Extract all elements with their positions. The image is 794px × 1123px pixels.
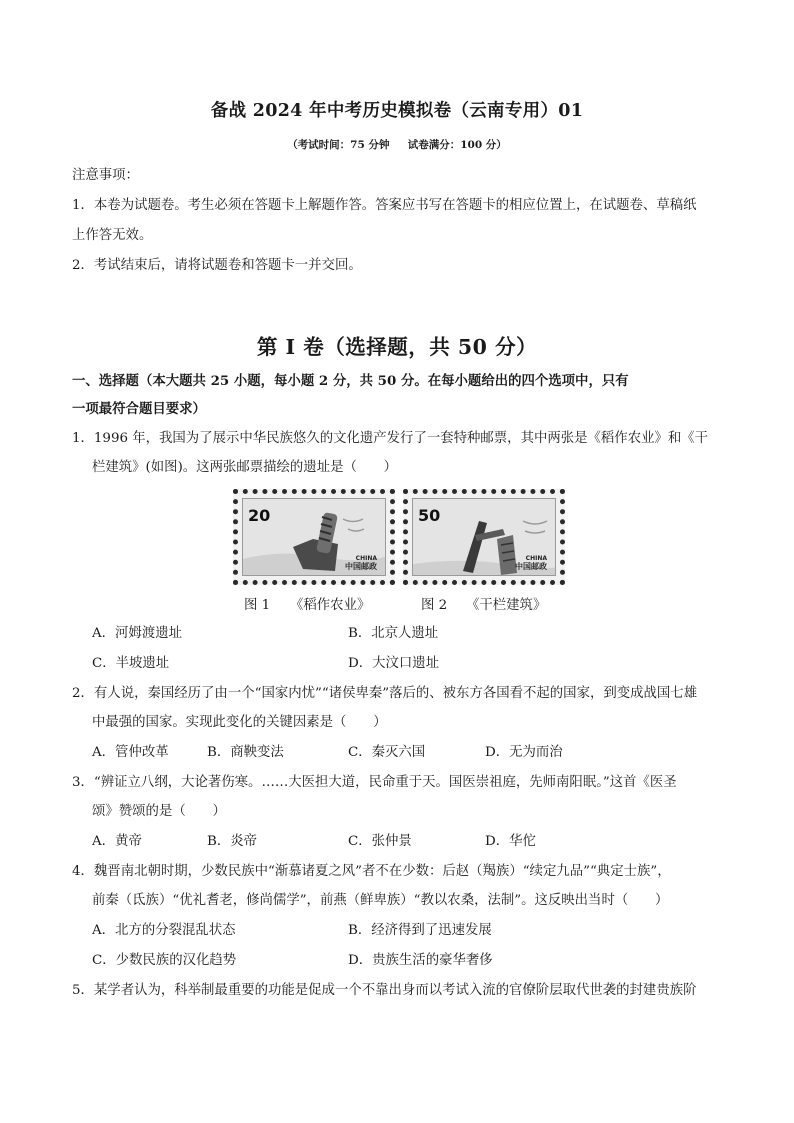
stamp-2-brand: CHINA (525, 555, 547, 562)
notice-item-1-cont: 上作答无效。 (72, 228, 153, 243)
question-1-option-b: B．北京人遗址 (348, 626, 439, 641)
question-4-stem-cont: 前秦（氐族）“优礼耆老，修尚儒学”，前燕（鲜卑族）“教以农桑，法制”。这反映出当时（ ） (92, 893, 669, 908)
figure-1-number: 图 1 (244, 598, 271, 613)
notice-item-2: 2．考试结束后，请将试题卷和答题卡一并交回。 (72, 258, 362, 273)
stamp-1-brand: CHINA (355, 555, 377, 562)
question-3-option-b: B．炎帝 (207, 834, 258, 849)
stamp-1-country: 中国邮政 (345, 561, 377, 571)
question-1-stem: 1．1996 年，我国为了展示中华民族悠久的文化遗产发行了一套特种邮票，其中两张是《稻作农业》和《干 (72, 431, 709, 446)
section-instructions: 一、选择题（本大题共 25 小题，每小题 2 分，共 50 分。在每小题给出的四个选项中，只有 (72, 373, 629, 389)
question-4-option-b: B．经济得到了迅速发展 (348, 923, 492, 938)
section-title: 第 I 卷（选择题，共 50 分） (256, 335, 538, 359)
question-3-stem: 3．“辨证立八纲，大论著伤寒。……大医担大道，民命重于天。国医崇祖庭，先师南阳眠。”这首《医圣 (72, 775, 677, 790)
question-1-option-a: A．河姆渡遗址 (92, 626, 183, 641)
question-3-option-a: A．黄帝 (92, 834, 142, 849)
question-4-option-c: C．少数民族的汉化趋势 (92, 953, 237, 968)
notice-item-1: 1．本卷为试题卷。考生必须在答题卡上解题作答。答案应书写在答题卡的相应位置上，在试题卷、草稿纸 (72, 198, 697, 213)
stamp-2-country: 中国邮政 (515, 561, 547, 571)
question-4-option-d: D．贵族生活的豪华奢侈 (348, 953, 493, 968)
question-4-stem: 4．魏晋南北朝时期，少数民族中“渐慕诸夏之风”者不在少数：后赵（羯族）“续定九品”“典定士族”， (72, 864, 671, 879)
question-2-option-c: C．秦灭六国 (348, 745, 426, 760)
question-4-option-a: A．北方的分裂混乱状态 (92, 923, 236, 938)
question-2-stem-cont: 中最强的国家。实现此变化的关键因素是（ ） (92, 715, 387, 730)
question-3-stem-cont: 颂》赞颂的是（ ） (92, 804, 226, 819)
question-2-option-a: A．管仲改革 (92, 745, 169, 760)
question-5-stem: 5．某学者认为，科举制最重要的功能是促成一个不靠出身而以考试入流的官僚阶层取代世袭的封建贵族阶 (72, 983, 697, 998)
question-1-stem-cont: 栏建筑》(如图)。这两张邮票描绘的遗址是（ ） (92, 460, 398, 475)
question-1-option-d: D．大汶口遗址 (348, 656, 440, 671)
stamp-1-denomination: 20 (248, 506, 271, 525)
section-instructions-cont: 一项最符合题目要求） (72, 401, 206, 417)
question-2-option-d: D．无为而治 (485, 745, 563, 760)
stamp-stilt-building-image (403, 489, 565, 585)
question-2-stem: 2．有人说，秦国经历了由一个“国家内忧”“诸侯卑秦”落后的、被东方各国看不起的国家，到变成战国七雄 (72, 686, 698, 701)
figure-2-number: 图 2 (421, 598, 448, 613)
notice-heading: 注意事项： (72, 168, 139, 183)
exam-subtitle: （考试时间：75 分钟 试卷满分：100 分） (287, 139, 507, 151)
exam-title: 备战 2024 年中考历史模拟卷（云南专用）01 (210, 101, 584, 121)
figure-1-caption: 《稻作农业》 (290, 598, 371, 613)
stamp-rice-farming-image (233, 489, 395, 585)
question-1-option-c: C．半坡遗址 (92, 656, 170, 671)
question-3-option-d: D．华佗 (485, 834, 536, 849)
question-2-option-b: B．商鞅变法 (207, 745, 284, 760)
question-3-option-c: C．张仲景 (348, 834, 412, 849)
figure-2-caption: 《干栏建筑》 (466, 598, 547, 613)
stamp-2-denomination: 50 (418, 506, 441, 525)
